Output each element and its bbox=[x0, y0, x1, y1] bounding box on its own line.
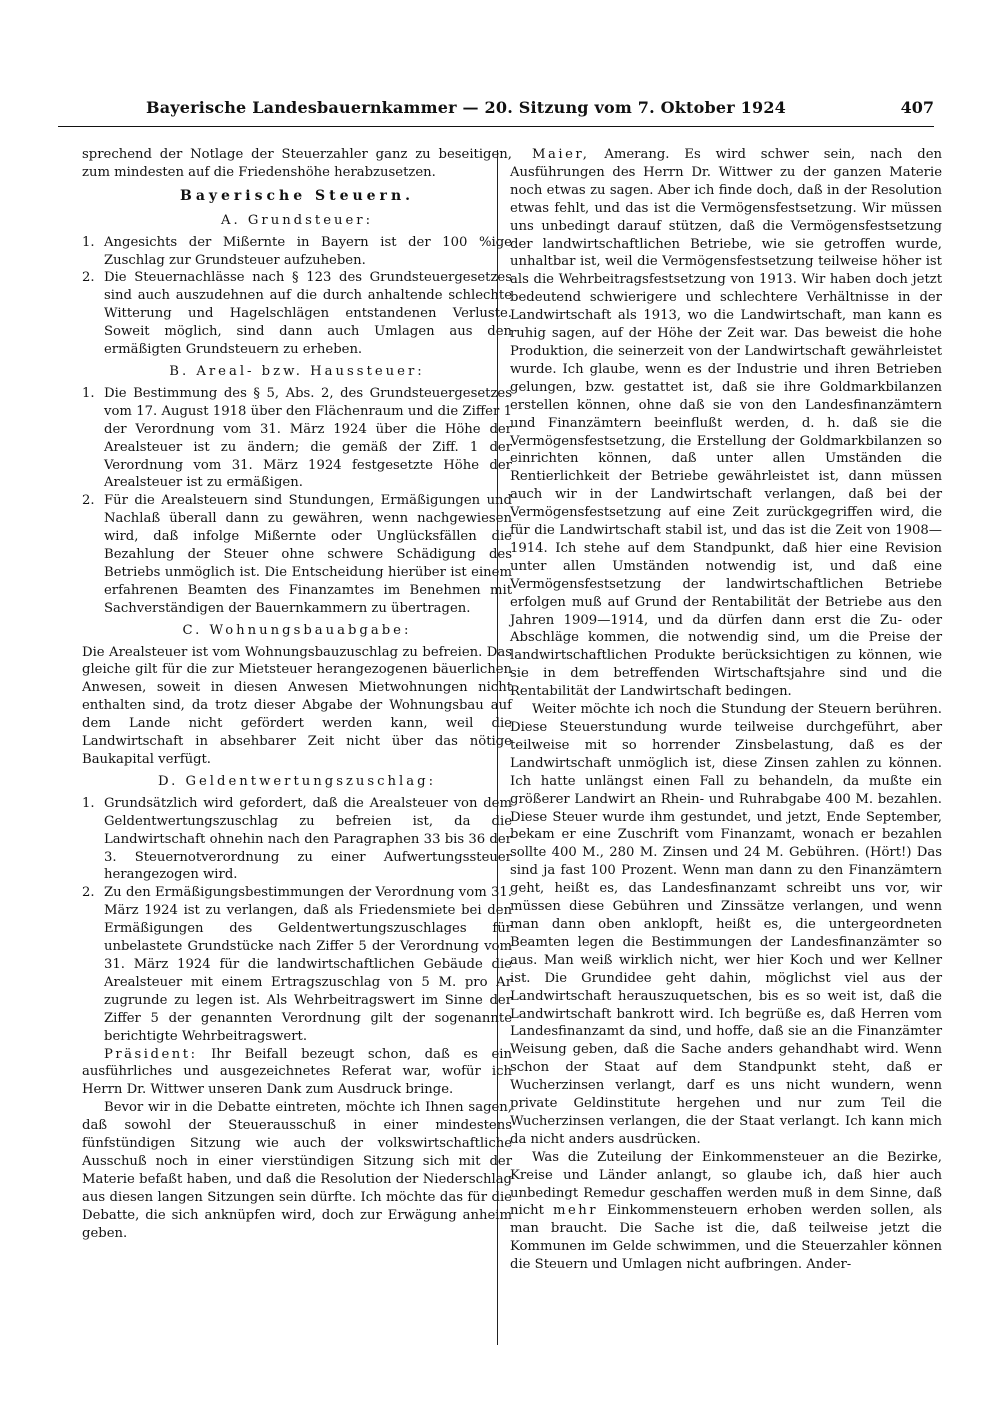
item-text: Für die Arealsteuern sind Stundungen, Ermäßigungen und Nachlaß überall dann zu gewähren, wenn nachgewiesen wird, daß infolge Mißernte oder Unglücksfällen die Bezahlung der Steuer ohne schwere Schädigung des Betriebs unmöglich ist. Die Entscheidung hierüber ist einem erfahrenen Beamten des Finanzamtes im Benehmen mit Sachverständigen der Bauernkammern zu übertragen. bbox=[104, 493, 512, 616]
list-item bbox=[82, 884, 512, 1045]
list-item bbox=[82, 385, 512, 492]
item-text: Die Bestimmung des § 5, Abs. 2, des Grundsteuergesetzes vom 17. August 1918 über den Flächenraum und die Ziffer 1 der Verordnung vom 31. März 1924 über die Höhe der Arealsteuer ist zu ändern; die gemäß der Ziff. 1 der Verordnung vom 31. März 1924 festgesetzte Höhe der Arealsteuer ist zu ermäßigen. bbox=[104, 385, 512, 491]
item-text: Grundsätzlich wird gefordert, daß die Arealsteuer von dem Geldentwertungszuschlag zu befreien ist, da die Landwirtschaft ohnehin nach den Paragraphen 33 bis 36 der 3. Steuernotverordnung zu einer Aufwertungssteuer herangezogen wird. bbox=[104, 795, 512, 883]
item-number: 1. bbox=[82, 234, 95, 250]
section-b-title: B. Areal- bzw. Haussteuer: bbox=[169, 363, 425, 379]
item-number: 2. bbox=[82, 270, 95, 286]
section-a-title: A. Grundsteuer: bbox=[220, 212, 374, 228]
list-item bbox=[82, 492, 512, 617]
einkommensteuer-paragraph bbox=[510, 1149, 942, 1274]
intro-paragraph: sprechend der Notlage der Steuerzahler ganz zu beseitigen, zum mindesten auf die Friedenshöhe herabzusetzen. bbox=[82, 147, 512, 180]
list-item bbox=[82, 269, 512, 359]
item-text: Angesichts der Mißernte in Bayern ist der 100 %ige Zuschlag zur Grundsteuer aufzuheben. bbox=[104, 234, 512, 268]
item-number: 1. bbox=[82, 385, 95, 401]
item-number: 2. bbox=[82, 885, 95, 901]
section-c-title: C. Wohnungsbauabgabe: bbox=[182, 622, 412, 638]
list-item bbox=[82, 795, 512, 885]
left-column bbox=[82, 146, 512, 1242]
item-number: 2. bbox=[82, 493, 95, 509]
header-title: Bayerische Landesbauernkammer — 20. Sitzung vom 7. Oktober 1924 bbox=[146, 98, 786, 117]
page-number: 407 bbox=[900, 98, 934, 117]
emphasis-word: mehr bbox=[552, 1203, 599, 1219]
paragraph-text: Einkommensteuern erhoben werden sollen, als man braucht. Die Sache ist die, daß teilweise jetzt die Kommunen im Gelde schwimmen, und die Steuerzahler können die Steuern und Umlagen nicht aufbringen. Ander- bbox=[510, 1203, 942, 1273]
maier-text: Amerang. Es wird schwer sein, nach den Ausführungen des Herrn Dr. Wittwer zu der ganzen Materie noch etwas zu sagen. Aber ich finde doch, daß in der Resolution etwas fehlt, und das ist die Vermögensfestsetzung. Wir müssen uns unbedingt darauf stützen, daß die Vermögensfestsetzung der landwirtschaftlichen Betriebe, wie sie getroffen wurde, unhaltbar ist, weil die Vermögensfestsetzung teilweise höher ist als die Wehrbeitragsfestsetzung von 1913. Wir haben doch jetzt bedeutend schwierigere und schlechtere Verhältnisse in der Landwirtschaft als 1913, wo die Landwirtschaft, man kann es ruhig sagen, auf der Höhe der Zeit war. Das beweist die hohe Produktion, die seinerzeit von der Landwirtschaft gewährleistet wurde. Ich glaube, wenn es der Industrie und ihren Betrieben gelungen, bzw. gestattet ist, daß sie ihre Goldmarkbilanzen erstellen können, ohne daß sie von den Landesfinanzämtern und Finanzämtern beeinflußt werden, d. h. daß sie die Vermögensfestsetzung, die Erstellung der Goldmarkbilanzen so einrichten können, daß unter allen Umständen die Rentierlichkeit der Betriebe gewährleistet ist, dann müssen auch wir in der Landwirtschaft verlangen, daß bei der Vermögensfestsetzung auf eine Zeit zurückgegriffen wird, die für die Landwirtschaft stabil ist, und das ist die Zeit von 1908—1914. Ich stehe auf dem Standpunkt, daß hier eine Revision unter allen Umständen notwendig ist, und daß eine Vermögensfestsetzung der landwirtschaftlichen Betriebe erfolgen muß auf Grund der Rentabilität der Betriebe aus den Jahren 1909—1914, und da dürfen dann erst die Zu- oder Abschläge kommen, die notwendig sind, um die Preise der landwirtschaftlichen Produkte berücksichtigen zu können, wie sie in dem betreffenden Wirtschaftsjahre sind und die Rentabilität der Landwirtschaft bedingen. bbox=[510, 147, 942, 700]
praesident-paragraph bbox=[82, 1046, 512, 1100]
stundung-paragraph: Weiter möchte ich noch die Stundung der Steuern berühren. Diese Steuerstundung wurde teilweise durchgeführt, aber teilweise mit so horrender Zinsbelastung, daß es der Landwirtschaft unmöglich ist, diese Zinsen zahlen zu können. Ich hatte unlängst einen Fall zu behandeln, da mußte ein größerer Landwirt an Rhein- und Ruhrabgabe 400 M. bezahlen. Diese Steuer wurde ihm gestundet, und jetzt, Ende September, bekam er eine Zuschrift vom Finanzamt, wonach er bezahlen sollte 400 M., 280 M. Zinsen und 24 M. Gebühren. (Hört!) Das sind ja fast 100 Prozent. Wenn man dann zu den Finanzämtern geht, heißt es, das Landesfinanzamt schreibt uns vor, wir müssen diese Gebühren und Zinssätze verlangen, und wenn man dann oben anklopft, heißt es, die untergeordneten Beamten legen die Bestimmungen der Landesfinanzämter so aus. Man weiß wirklich nicht, wer hier Koch und wer Kellner ist. Die Grundidee geht dahin, möglichst viel aus der Landwirtschaft herauszuquetschen, bis es so weit ist, daß die Landwirtschaft bankrott wird. Ich begrüße es, daß Herren vom Landesfinanzamt da sind, und hoffe, daß sie an die Finanzämter Weisung geben, daß die Sache anders gehandhabt wird. Wenn schon der Staat auf dem Standpunkt steht, daß er Wucherzinsen verlangt, darf es uns nicht wundern, wenn private Geldinstitute hergehen und nur zum Teil die Wucherzinsen verlangen, die der Staat verlangt. Ich kann mich da nicht anders ausdrücken. bbox=[510, 702, 942, 1147]
list-item bbox=[82, 234, 512, 270]
speaker-label: Präsident: bbox=[104, 1046, 198, 1062]
section-d-title: D. Geldentwertungszuschlag: bbox=[157, 773, 437, 789]
item-text: Die Steuernachlässe nach § 123 des Grundsteuergesetzes sind auch auszudehnen auf die durch anhaltende schlechte Witterung und Hagelschlägen entstandenen Verluste. Soweit möglich, sind dann auch Umlagen aus den ermäßigten Grundsteuern zu erheben. bbox=[104, 270, 512, 358]
speaker-label: Maier, bbox=[532, 147, 590, 162]
section-c-text: Die Arealsteuer ist vom Wohnungsbauzuschlag zu befreien. Das gleiche gilt für die zur Mietsteuer herangezogenen bäuerlichen Anwesen, soweit in diesen Anwesen Mietwohnungen nicht enthalten sind, da trotz dieser Abgabe der Wohnungsbau auf dem Lande nicht gefördert werden kann, weil die Landwirtschaft in absehbarer Zeit nicht über das nötige Baukapital verfügt. bbox=[82, 644, 512, 767]
item-number: 1. bbox=[82, 795, 95, 811]
praesident-text: Ihr Beifall bezeugt schon, daß es ein ausführliches und ausgezeichnetes Referat war, wofür ich Herrn Dr. Wittwer unseren Dank zum Ausdruck bringe. bbox=[82, 1046, 512, 1098]
section-heading: Bayerische Steuern. bbox=[179, 187, 414, 204]
right-column bbox=[510, 146, 942, 1274]
closing-paragraph: Bevor wir in die Debatte eintreten, möchte ich Ihnen sagen, daß sowohl der Steuerausschuß in einer mindestens fünfstündigen Sitzung wie auch der volkswirtschaftliche Ausschuß noch in einer vierstündigen Sitzung sich mit der Materie befaßt haben, und daß die Resolution der Niederschlag aus diesen langen Sitzungen sein dürfte. Ich möchte das für die Debatte, die sich anknüpfen wird, doch zur Erwägung anheim geben. bbox=[82, 1100, 512, 1241]
running-header bbox=[58, 96, 934, 127]
paragraph-text: Was die Zuteilung der Einkommensteuer an die Bezirke, Kreise und Länder anlangt, so glaube ich, daß hier auch unbedingt Remedur geschaffen werden muß in dem Sinne, daß nicht bbox=[510, 1149, 942, 1219]
item-text: Zu den Ermäßigungsbestimmungen der Verordnung vom 31. März 1924 ist zu verlangen, daß als Friedensmiete bei den Ermäßigungen des Geldentwertungszuschlages für unbelastete Grundstücke nach Ziffer 5 der Verordnung vom 31. März 1924 für die landwirtschaftlichen Gebäude die Arealsteuer mit einem Ertragszuschlag von 5 M. pro Ar zugrunde zu legen ist. Als Wehrbeitragswert im Sinne der Ziffer 5 der genannten Verordnung gilt der sogenannte berichtigte Wehrbeitragswert. bbox=[104, 885, 512, 1044]
maier-paragraph bbox=[510, 146, 942, 701]
